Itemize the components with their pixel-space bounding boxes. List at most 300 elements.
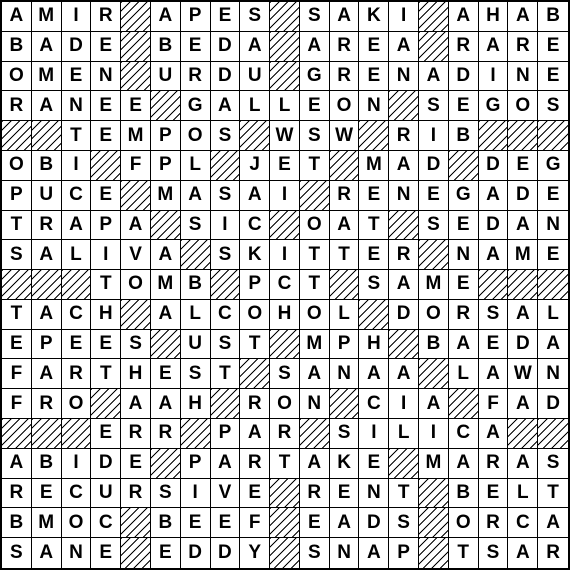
letter-cell: R [479,508,509,538]
letter-cell: R [479,449,509,479]
letter-cell: P [91,211,121,241]
letter-cell: T [270,449,300,479]
letter-cell: A [359,359,389,389]
letter-cell: M [419,270,449,300]
block-cell [419,479,449,509]
letter-cell: E [181,32,211,62]
letter-cell: I [62,151,92,181]
letter-cell: B [181,270,211,300]
letter-cell: A [32,359,62,389]
letter-cell: M [359,151,389,181]
letter-cell: O [2,62,32,92]
letter-cell: U [181,330,211,360]
letter-cell: E [359,181,389,211]
letter-cell: R [389,121,419,151]
letter-cell: T [300,240,330,270]
block-cell [270,211,300,241]
letter-cell: E [91,181,121,211]
letter-cell: S [389,508,419,538]
letter-cell: H [181,389,211,419]
letter-cell: N [359,91,389,121]
letter-cell: S [2,538,32,568]
block-cell [121,181,151,211]
letter-cell: U [240,62,270,92]
letter-cell: L [508,479,538,509]
letter-cell: A [538,508,568,538]
letter-cell: E [359,62,389,92]
letter-cell: C [508,508,538,538]
letter-cell: A [419,62,449,92]
letter-cell: D [62,32,92,62]
letter-cell: M [300,330,330,360]
letter-cell: F [479,389,509,419]
block-cell [211,389,241,419]
letter-cell: C [270,270,300,300]
letter-cell: R [32,211,62,241]
letter-cell: O [62,389,92,419]
letter-cell: E [181,508,211,538]
letter-cell: T [389,479,419,509]
letter-cell: R [91,2,121,32]
letter-cell: S [300,121,330,151]
letter-cell: P [330,330,360,360]
letter-cell: E [508,151,538,181]
letter-cell: B [2,508,32,538]
letter-cell: A [330,211,360,241]
letter-cell: P [151,151,181,181]
letter-cell: T [359,211,389,241]
letter-cell: N [359,479,389,509]
letter-cell: P [389,538,419,568]
letter-cell: D [508,330,538,360]
letter-cell: T [300,270,330,300]
letter-cell: P [181,2,211,32]
block-cell [330,270,360,300]
letter-cell: E [419,181,449,211]
letter-cell: B [151,508,181,538]
letter-cell: O [181,121,211,151]
letter-cell: N [508,62,538,92]
letter-cell: A [508,211,538,241]
letter-cell: S [181,359,211,389]
letter-cell: G [300,62,330,92]
block-cell [32,419,62,449]
letter-cell: A [479,181,509,211]
letter-cell: C [240,211,270,241]
letter-cell: A [151,2,181,32]
letter-cell: S [211,121,241,151]
letter-cell: A [211,449,241,479]
letter-cell: N [330,538,360,568]
block-cell [151,211,181,241]
block-cell [62,270,92,300]
letter-cell: R [449,32,479,62]
letter-cell: E [2,330,32,360]
letter-cell: A [121,389,151,419]
letter-cell: E [151,538,181,568]
letter-cell: U [91,479,121,509]
block-cell [270,32,300,62]
letter-cell: M [151,181,181,211]
letter-cell: A [330,2,360,32]
letter-cell: A [479,32,509,62]
letter-cell: A [121,211,151,241]
block-cell [330,151,360,181]
letter-cell: W [508,359,538,389]
letter-cell: E [359,449,389,479]
letter-cell: U [151,62,181,92]
block-cell [270,479,300,509]
letter-cell: T [449,538,479,568]
letter-cell: E [359,240,389,270]
letter-cell: F [240,508,270,538]
letter-cell: D [449,62,479,92]
letter-cell: E [538,62,568,92]
letter-cell: L [449,359,479,389]
letter-cell: S [479,538,509,568]
block-cell [2,270,32,300]
letter-cell: M [419,449,449,479]
letter-cell: A [449,449,479,479]
letter-cell: C [449,419,479,449]
block-cell [419,240,449,270]
letter-cell: N [389,181,419,211]
letter-cell: I [91,240,121,270]
letter-cell: A [32,538,62,568]
letter-cell: A [330,508,360,538]
letter-cell: S [538,449,568,479]
block-cell [270,508,300,538]
letter-cell: H [121,359,151,389]
block-cell [151,449,181,479]
letter-cell: A [151,389,181,419]
letter-cell: A [449,330,479,360]
block-cell [479,270,509,300]
letter-cell: I [419,419,449,449]
letter-cell: I [62,2,92,32]
block-cell [449,151,479,181]
block-cell [121,300,151,330]
letter-cell: T [300,151,330,181]
letter-cell: E [300,508,330,538]
letter-cell: N [91,62,121,92]
block-cell [32,121,62,151]
letter-cell: T [91,359,121,389]
letter-cell: D [91,449,121,479]
block-cell [508,419,538,449]
letter-cell: V [211,479,241,509]
letter-cell: A [449,2,479,32]
letter-cell: C [211,300,241,330]
block-cell [211,151,241,181]
letter-cell: M [32,2,62,32]
letter-cell: A [240,181,270,211]
letter-cell: A [240,32,270,62]
letter-cell: S [300,2,330,32]
letter-cell: T [330,240,360,270]
letter-cell: B [419,330,449,360]
letter-cell: C [62,181,92,211]
letter-cell: L [330,300,360,330]
letter-cell: W [330,121,360,151]
letter-cell: E [211,508,241,538]
letter-cell: E [62,62,92,92]
letter-cell: A [389,359,419,389]
letter-cell: B [2,32,32,62]
letter-cell: R [240,389,270,419]
letter-cell: N [62,91,92,121]
block-cell [300,419,330,449]
letter-cell: M [121,121,151,151]
letter-cell: R [32,389,62,419]
letter-cell: L [181,300,211,330]
block-cell [419,508,449,538]
letter-cell: A [240,419,270,449]
letter-cell: P [240,270,270,300]
letter-cell: R [538,538,568,568]
letter-cell: W [270,121,300,151]
block-cell [359,121,389,151]
letter-cell: O [419,300,449,330]
letter-cell: T [538,479,568,509]
letter-cell: I [62,449,92,479]
letter-cell: D [389,300,419,330]
letter-cell: A [62,211,92,241]
letter-cell: S [419,91,449,121]
block-cell [479,121,509,151]
letter-cell: A [508,449,538,479]
letter-cell: K [240,240,270,270]
block-cell [181,240,211,270]
letter-cell: L [270,91,300,121]
letter-cell: S [479,300,509,330]
letter-cell: I [270,240,300,270]
letter-cell: P [151,121,181,151]
block-cell [419,359,449,389]
letter-cell: A [508,538,538,568]
letter-cell: B [151,32,181,62]
letter-cell: I [419,121,449,151]
letter-cell: R [300,479,330,509]
letter-cell: I [181,479,211,509]
letter-cell: A [32,240,62,270]
letter-cell: K [359,2,389,32]
block-cell [419,2,449,32]
letter-cell: T [2,300,32,330]
block-cell [121,62,151,92]
letter-cell: R [2,91,32,121]
block-cell [2,419,32,449]
letter-cell: O [300,211,330,241]
letter-cell: R [270,419,300,449]
letter-cell: D [479,151,509,181]
letter-cell: T [2,211,32,241]
block-cell [240,359,270,389]
letter-cell: D [211,62,241,92]
letter-cell: O [330,91,360,121]
letter-cell: A [181,181,211,211]
letter-cell: E [91,538,121,568]
letter-cell: E [270,151,300,181]
letter-cell: E [300,91,330,121]
block-cell [449,389,479,419]
letter-cell: P [181,449,211,479]
letter-cell: A [479,419,509,449]
block-cell [121,32,151,62]
letter-cell: B [538,2,568,32]
letter-cell: U [32,181,62,211]
letter-cell: O [240,300,270,330]
block-cell [419,538,449,568]
letter-cell: E [91,419,121,449]
letter-cell: P [32,330,62,360]
letter-cell: A [538,330,568,360]
block-cell [270,538,300,568]
letter-cell: D [508,181,538,211]
letter-cell: S [211,240,241,270]
block-cell [389,211,419,241]
letter-cell: C [359,389,389,419]
letter-cell: R [449,300,479,330]
block-cell [270,62,300,92]
letter-cell: S [330,419,360,449]
letter-cell: O [449,508,479,538]
letter-cell: H [91,300,121,330]
letter-cell: C [62,479,92,509]
letter-cell: S [2,240,32,270]
block-cell [538,121,568,151]
letter-cell: R [121,479,151,509]
letter-cell: A [300,32,330,62]
letter-cell: N [300,389,330,419]
letter-cell: I [389,2,419,32]
letter-cell: A [508,389,538,419]
letter-cell: R [181,62,211,92]
letter-cell: V [121,240,151,270]
letter-cell: N [62,538,92,568]
letter-cell: S [121,330,151,360]
letter-cell: L [389,419,419,449]
letter-cell: E [62,330,92,360]
block-cell [419,32,449,62]
letter-cell: E [449,211,479,241]
letter-cell: I [389,389,419,419]
letter-cell: H [270,300,300,330]
letter-cell: A [389,151,419,181]
letter-cell: R [330,62,360,92]
letter-cell: R [240,449,270,479]
letter-cell: T [62,121,92,151]
block-cell [181,419,211,449]
letter-cell: I [359,419,389,449]
block-cell [121,508,151,538]
letter-cell: A [479,240,509,270]
letter-cell: N [330,359,360,389]
letter-cell: F [2,359,32,389]
letter-cell: E [121,449,151,479]
letter-cell: C [62,300,92,330]
letter-cell: G [479,91,509,121]
letter-cell: A [389,270,419,300]
letter-cell: Y [240,538,270,568]
letter-cell: G [538,151,568,181]
letter-cell: B [32,449,62,479]
letter-cell: S [419,211,449,241]
letter-cell: R [330,32,360,62]
block-cell [389,449,419,479]
letter-cell: L [181,151,211,181]
letter-cell: R [121,419,151,449]
block-cell [2,121,32,151]
letter-cell: B [449,121,479,151]
letter-cell: E [32,479,62,509]
letter-cell: S [300,538,330,568]
letter-cell: T [91,270,121,300]
letter-cell: E [479,479,509,509]
block-cell [91,389,121,419]
letter-cell: S [538,91,568,121]
block-cell [151,91,181,121]
letter-cell: A [32,300,62,330]
letter-cell: M [32,508,62,538]
letter-cell: M [151,270,181,300]
block-cell [121,538,151,568]
letter-cell: R [151,419,181,449]
letter-cell: L [62,240,92,270]
letter-cell: E [330,479,360,509]
block-cell [121,2,151,32]
letter-cell: S [211,330,241,360]
letter-cell: A [389,32,419,62]
letter-cell: R [330,181,360,211]
block-cell [538,419,568,449]
letter-cell: E [211,2,241,32]
letter-cell: O [300,300,330,330]
letter-cell: E [538,240,568,270]
block-cell [538,270,568,300]
letter-cell: E [91,121,121,151]
letter-cell: G [449,181,479,211]
letter-cell: A [32,32,62,62]
letter-cell: E [91,91,121,121]
block-cell [62,419,92,449]
letter-cell: R [508,32,538,62]
letter-cell: I [270,181,300,211]
letter-cell: M [32,62,62,92]
block-cell [330,389,360,419]
letter-cell: O [121,270,151,300]
letter-cell: D [181,538,211,568]
letter-cell: A [2,449,32,479]
letter-cell: R [389,240,419,270]
block-cell [508,121,538,151]
letter-cell: B [449,479,479,509]
letter-cell: E [538,181,568,211]
letter-cell: H [479,2,509,32]
letter-cell: D [538,389,568,419]
letter-cell: A [151,240,181,270]
letter-cell: E [121,91,151,121]
block-cell [91,151,121,181]
letter-cell: R [2,479,32,509]
letter-cell: D [211,32,241,62]
letter-cell: E [479,330,509,360]
letter-cell: I [211,211,241,241]
letter-cell: F [2,389,32,419]
letter-cell: E [151,359,181,389]
block-cell [389,330,419,360]
letter-cell: F [121,151,151,181]
